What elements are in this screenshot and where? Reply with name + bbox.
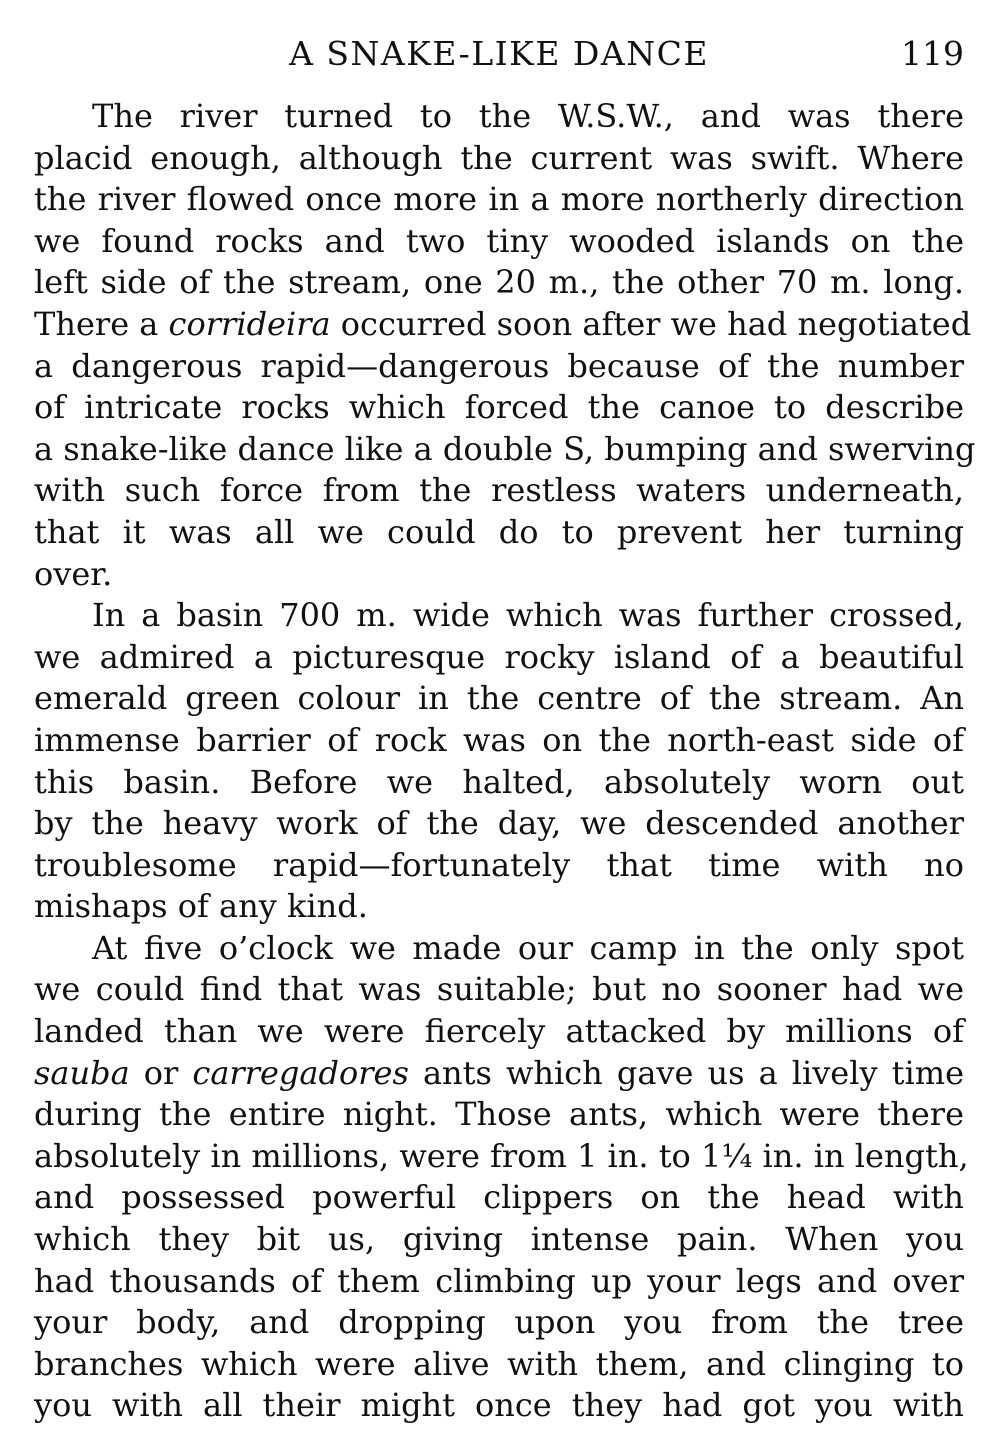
paragraph-3 [34,928,969,1427]
paragraph-2 [34,595,964,928]
text-line: we admired a picturesque rocky island of a beautiful [34,637,964,676]
text-line: branches which were alive with them, and clinging to [34,1344,964,1383]
italic-term: sauba [34,1053,130,1092]
text-fragment: or [129,1053,193,1092]
text-line: placid enough, although the current was swift. Where [34,138,964,177]
paragraph-1 [34,96,976,595]
text-line: The river turned to the W.S.W., and was there [92,97,964,135]
page-number: 119 [901,34,964,73]
text-line: and possessed powerful clippers on the head with [34,1178,964,1217]
text-line: with such force from the restless waters underneath, [34,471,964,510]
text-line: during the entire night. Those ants, which were there [34,1095,964,1134]
text-line: landed than we were fiercely attacked by millions of [34,1012,964,1051]
text-line: your body, and dropping upon you from the tree [34,1303,964,1342]
text-line: you with all their might once they had got you with [34,1386,964,1425]
text-line: had thousands of them climbing up your legs and over [34,1261,964,1300]
text-line: At five o’clock we made our camp in the only spot [92,928,964,967]
text-line: a snake-like dance like a double S, bumping and swerving [34,429,976,468]
text-line: left side of the stream, one 20 m., the other 70 m. long. [34,263,964,302]
text-line: immense barrier of rock was on the north-east side of [34,720,964,759]
text-line: In a basin 700 m. wide which was further crossed, [92,596,964,635]
text-line: emerald green colour in the centre of the stream. An [34,679,964,718]
text-line: of intricate rocks which forced the canoe to describe [34,388,964,427]
running-title: A SNAKE-LIKE DANCE [289,34,709,73]
text-line: a dangerous rapid—dangerous because of the number [34,346,964,385]
text-fragment: ants which gave us a lively time [408,1053,965,1092]
italic-term: carregadores [192,1053,409,1092]
text-line: which they bit us, giving intense pain. When you [34,1220,964,1259]
text-line: we found rocks and two tiny wooded islands on the [34,221,964,260]
text-line [34,304,972,346]
text-line: we could find that was suitable; but no sooner had we [34,970,964,1009]
text-line: the river flowed once more in a more northerly direction [34,180,964,219]
text-fragment: There a [34,304,169,343]
italic-term: corrideira [168,304,331,343]
text-line: troublesome rapid—fortunately that time with no [34,845,964,884]
text-fragment: occurred soon after we had negotiated [330,304,972,343]
text-line [34,1053,964,1095]
text-line: this basin. Before we halted, absolutely worn out [34,762,964,801]
running-head [34,34,964,74]
text-line: that it was all we could do to prevent her turning [34,512,964,551]
text-line: by the heavy work of the day, we descended another [34,804,964,843]
text-line: over. [34,554,113,593]
body-text [34,96,976,1427]
text-line: mishaps of any kind. [34,887,368,926]
text-line: absolutely in millions, were from 1 in. to 1¼ in. in length, [34,1136,969,1175]
